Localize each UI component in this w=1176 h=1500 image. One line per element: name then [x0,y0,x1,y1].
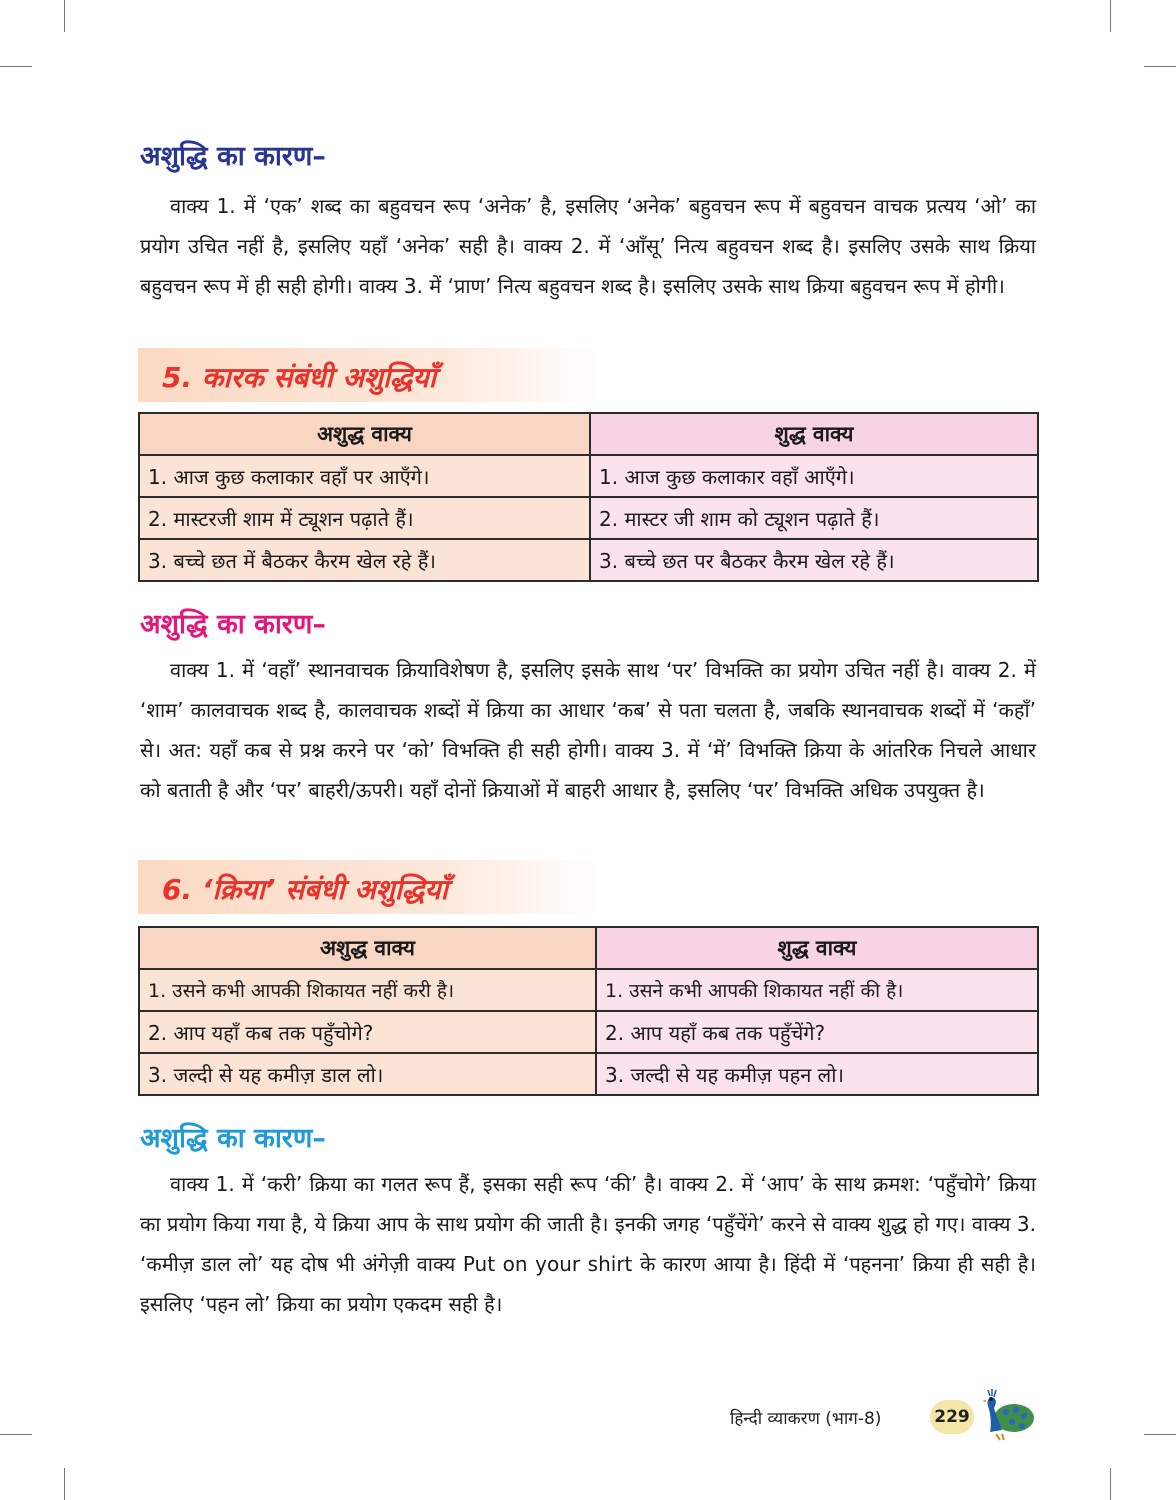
correct-sentence: 2. मास्टर जी शाम को ट्यूशन पढ़ाते हैं। [590,497,1038,539]
correct-sentence: 1. उसने कभी आपकी शिकायत नहीं की है। [596,969,1038,1011]
comparison-table-6 [138,926,1039,1096]
table-header-row [139,413,1038,455]
crop-mark [1144,66,1176,67]
correct-sentence: 1. आज कुछ कलाकार वहाँ आएँगे। [590,455,1038,497]
reason-heading-5: अशुद्धि का कारण– [140,609,326,640]
incorrect-sentence: 2. मास्टरजी शाम में ट्यूशन पढ़ाते हैं। [139,497,590,539]
section-title-5: 5. कारक संबंधी अशुद्धियाँ [162,361,437,394]
table-row [139,969,1038,1011]
incorrect-sentence: 2. आप यहाँ कब तक पहुँचोगे? [139,1011,596,1053]
crop-mark [64,1468,65,1500]
crop-mark [64,0,65,32]
table-row [139,1053,1038,1095]
crop-mark [1144,1434,1176,1435]
book-title: हिन्दी व्याकरण (भाग-8) [730,1409,882,1429]
section-banner-5 [138,348,598,402]
table-header-row [139,927,1038,969]
correct-sentence: 3. बच्चे छत पर बैठकर कैरम खेल रहे हैं। [590,539,1038,581]
incorrect-sentence: 1. उसने कभी आपकी शिकायत नहीं करी है। [139,969,596,1011]
table-row [139,539,1038,581]
incorrect-sentence: 3. बच्चे छत में बैठकर कैरम खेल रहे हैं। [139,539,590,581]
header-correct: शुद्ध वाक्य [590,413,1038,455]
section-banner-6 [138,860,598,914]
table-row [139,455,1038,497]
peacock-icon [976,1386,1036,1442]
crop-mark [0,66,32,67]
reason-paragraph-6: वाक्य 1. में ‘करी’ क्रिया का गलत रूप हैं, इसका सही रूप ‘की’ है। वाक्य 2. में ‘आप’ के साथ क्रमश: ‘पहुँचोगे’ क्रिया का प्रयोग किया गया है, ये क्रिया आप के साथ प्रयोग की जाती है। इनकी जगह ‘पहुँचेंगे’ करने से वाक्य शुद्ध हो गए। वाक्य 3. ‘कमीज़ डाल लो’ यह दोष भी अंगेज़ी वाक्य Put on your shirt के कारण आया है। हिंदी में ‘पहनना’ क्रिया ही सही है। इसलिए ‘पहन लो’ क्रिया का प्रयोग एकदम सही है। [140,1172,1036,1316]
reason-paragraph-5: वाक्य 1. में ‘वहाँ’ स्थानवाचक क्रियाविशेषण है, इसलिए इसके साथ ‘पर’ विभक्ति का प्रयोग उचित नहीं है। वाक्य 2. में ‘शाम’ कालवाचक शब्द है, कालवाचक शब्दों में क्रिया का आधार ‘कब’ से पता चलता है, जबकि स्थानवाचक शब्दों में ‘कहाँ’ से। अत: यहाँ कब से प्रश्न करने पर ‘को’ विभक्ति ही सही होगी। वाक्य 3. में ‘में’ विभक्ति क्रिया के आंतरिक निचले आधार को बताती है और ‘पर’ बाहरी/ऊपरी। यहाँ दोनों क्रियाओं में बाहरी आधार है, इसलिए ‘पर’ विभक्ति अधिक उपयुक्त है। [140,658,1036,802]
page-number: 229 [930,1400,974,1434]
correct-sentence: 3. जल्दी से यह कमीज़ पहन लो। [596,1053,1038,1095]
comparison-table-5 [138,412,1039,582]
crop-mark [1110,0,1111,32]
table-row [139,1011,1038,1053]
reason-paragraph-1: वाक्य 1. में ‘एक’ शब्द का बहुवचन रूप ‘अनेक’ है, इसलिए ‘अनेक’ बहुवचन रूप में बहुवचन वाचक प्रत्यय ‘ओ’ का प्रयोग उचित नहीं है, इसलिए यहाँ ‘अनेक’ सही है। वाक्य 2. में ‘आँसू’ नित्य बहुवचन शब्द है। इसलिए उसके साथ क्रिया बहुवचन रूप में ही सही होगी। वाक्य 3. में ‘प्राण’ नित्य बहुवचन शब्द है। इसलिए उसके साथ क्रिया बहुवचन रूप में होगी। [140,194,1036,298]
header-incorrect: अशुद्ध वाक्य [139,413,590,455]
reason-heading-1: अशुद्धि का कारण– [140,141,326,172]
correct-sentence: 2. आप यहाँ कब तक पहुँचेंगे? [596,1011,1038,1053]
header-correct: शुद्ध वाक्य [596,927,1038,969]
crop-mark [0,1434,32,1435]
incorrect-sentence: 1. आज कुछ कलाकार वहाँ पर आएँगे। [139,455,590,497]
reason-heading-6: अशुद्धि का कारण– [140,1123,326,1154]
table-row [139,497,1038,539]
section-title-6: 6. ‘क्रिया’ संबंधी अशुद्धियाँ [162,873,448,906]
incorrect-sentence: 3. जल्दी से यह कमीज़ डाल लो। [139,1053,596,1095]
header-incorrect: अशुद्ध वाक्य [139,927,596,969]
crop-mark [1110,1468,1111,1500]
